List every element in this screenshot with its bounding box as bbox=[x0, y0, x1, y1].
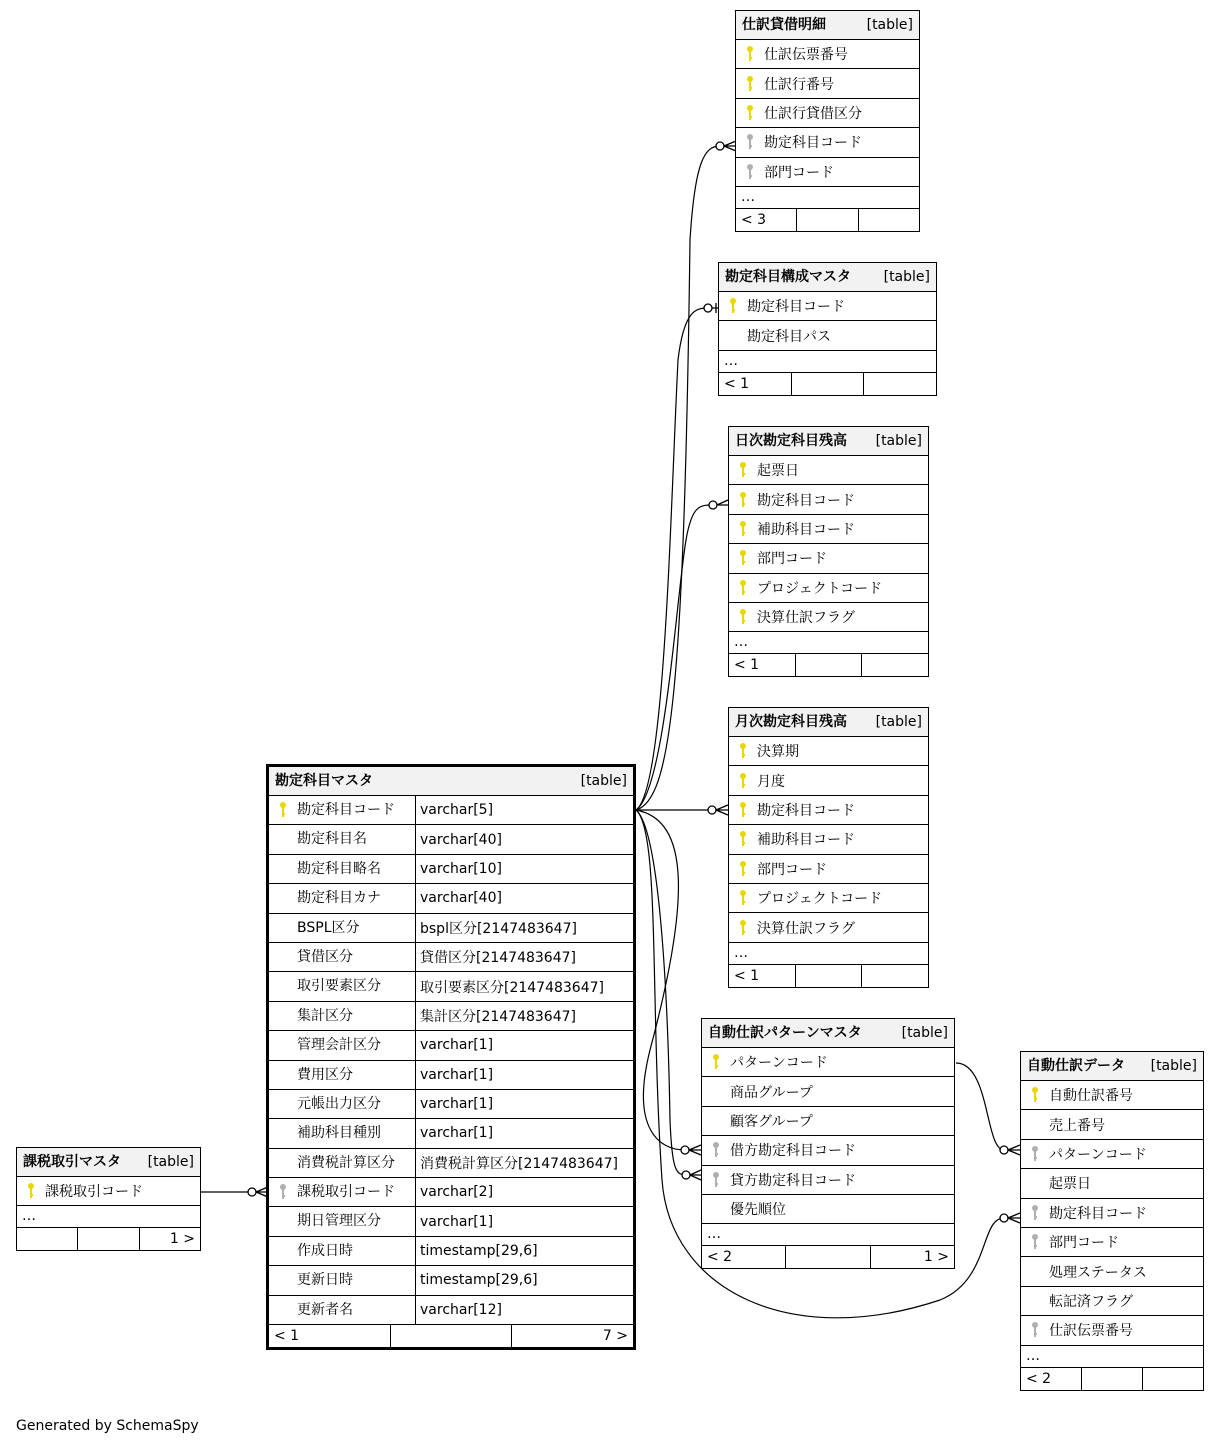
column-type: 貸借区分[2147483647] bbox=[420, 950, 576, 967]
primary-key-icon bbox=[733, 491, 753, 509]
table-footer bbox=[729, 654, 928, 676]
column-name: 勘定科目略名 bbox=[293, 855, 416, 883]
column-row[interactable] bbox=[736, 99, 919, 128]
table-header[interactable] bbox=[719, 263, 936, 292]
column-name: 勘定科目名 bbox=[293, 825, 416, 853]
column-row[interactable] bbox=[1021, 1316, 1203, 1345]
row-count bbox=[796, 965, 863, 987]
table-header[interactable] bbox=[729, 708, 928, 737]
foreign-key-icon bbox=[740, 163, 760, 181]
table-footer bbox=[1021, 1368, 1203, 1390]
relationship-line bbox=[636, 308, 708, 810]
column-type: 消費税計算区分[2147483647] bbox=[420, 1155, 618, 1172]
column-name: 消費税計算区分 bbox=[293, 1149, 416, 1177]
column-name: 決算仕訳フラグ bbox=[757, 610, 855, 627]
relationship-line bbox=[636, 146, 720, 810]
column-row[interactable] bbox=[269, 1207, 633, 1236]
column-name: 仕訳行番号 bbox=[764, 76, 834, 93]
column-row[interactable] bbox=[729, 485, 928, 514]
column-type: varchar[40] bbox=[420, 831, 502, 848]
table-kanjo-kamoku-kousei-master[interactable] bbox=[718, 262, 937, 396]
column-name: 補助科目コード bbox=[757, 521, 855, 538]
column-name: 元帳出力区分 bbox=[293, 1090, 416, 1118]
foreign-key-icon bbox=[1025, 1204, 1045, 1222]
child-count bbox=[859, 209, 919, 231]
table-type-label: [table] bbox=[580, 773, 627, 789]
primary-key-icon bbox=[21, 1182, 41, 1200]
column-name: 勘定科目コード bbox=[757, 492, 855, 509]
column-row[interactable] bbox=[269, 1266, 633, 1295]
column-row[interactable] bbox=[729, 574, 928, 603]
column-name: 転記済フラグ bbox=[1049, 1293, 1133, 1310]
child-count bbox=[862, 965, 928, 987]
child-count: 1 > bbox=[169, 1231, 195, 1248]
table-type-label: [table] bbox=[883, 269, 930, 285]
column-row[interactable] bbox=[269, 914, 633, 943]
foreign-key-icon bbox=[740, 133, 760, 151]
column-row[interactable] bbox=[719, 292, 936, 321]
column-row[interactable] bbox=[269, 855, 633, 884]
column-row[interactable] bbox=[729, 825, 928, 854]
table-nichiji-kanjo-zandaka[interactable] bbox=[728, 426, 929, 677]
row-count bbox=[786, 1246, 870, 1268]
parent-count: < 3 bbox=[736, 209, 797, 231]
primary-key-icon bbox=[733, 919, 753, 937]
column-name: 起票日 bbox=[757, 463, 799, 480]
column-row[interactable] bbox=[1021, 1081, 1203, 1110]
row-count bbox=[1082, 1368, 1143, 1390]
column-name: 更新日時 bbox=[293, 1266, 416, 1294]
table-type-label: [table] bbox=[875, 433, 922, 449]
foreign-key-icon bbox=[706, 1171, 726, 1189]
column-name: 勘定科目パス bbox=[747, 328, 831, 345]
table-footer bbox=[702, 1246, 954, 1268]
column-row[interactable] bbox=[269, 1149, 633, 1178]
column-row[interactable] bbox=[269, 1031, 633, 1060]
table-jido-shiwake-pattern-master[interactable] bbox=[701, 1018, 955, 1269]
primary-key-icon bbox=[733, 520, 753, 538]
table-name: 日次勘定科目残高 bbox=[735, 433, 847, 449]
column-row[interactable] bbox=[269, 1061, 633, 1090]
column-row[interactable] bbox=[729, 737, 928, 766]
column-row[interactable] bbox=[729, 855, 928, 884]
column-row[interactable] bbox=[729, 603, 928, 632]
parent-count: < 1 bbox=[729, 654, 796, 676]
column-row[interactable] bbox=[702, 1048, 954, 1077]
primary-key-icon bbox=[733, 889, 753, 907]
table-header[interactable] bbox=[17, 1148, 200, 1177]
column-row[interactable] bbox=[729, 515, 928, 544]
relationship-line bbox=[636, 810, 685, 1150]
column-type: 取引要素区分[2147483647] bbox=[420, 979, 604, 996]
column-type: varchar[1] bbox=[420, 1213, 494, 1230]
column-name: 処理ステータス bbox=[1049, 1264, 1147, 1281]
table-footer bbox=[736, 209, 919, 231]
row-count bbox=[796, 654, 863, 676]
column-name: 仕訳行貸借区分 bbox=[764, 105, 862, 122]
foreign-key-icon bbox=[273, 1183, 293, 1201]
column-row[interactable] bbox=[269, 1090, 633, 1119]
row-count bbox=[391, 1325, 513, 1347]
table-name: 勘定科目マスタ bbox=[275, 773, 373, 789]
table-header[interactable] bbox=[736, 11, 919, 40]
column-row[interactable] bbox=[17, 1177, 200, 1206]
column-row[interactable] bbox=[729, 796, 928, 825]
child-count bbox=[862, 654, 928, 676]
table-footer bbox=[269, 1325, 633, 1347]
column-row[interactable] bbox=[736, 158, 919, 187]
column-row[interactable] bbox=[719, 321, 936, 350]
column-name: 部門コード bbox=[757, 551, 827, 568]
primary-key-icon bbox=[733, 461, 753, 479]
column-row[interactable] bbox=[1021, 1257, 1203, 1286]
column-row[interactable] bbox=[1021, 1228, 1203, 1257]
table-type-label: [table] bbox=[875, 714, 922, 730]
primary-key-icon bbox=[733, 801, 753, 819]
primary-key-icon bbox=[733, 579, 753, 597]
column-row[interactable] bbox=[729, 913, 928, 942]
column-name: プロジェクトコード bbox=[757, 891, 883, 908]
primary-key-icon bbox=[740, 45, 760, 63]
column-name: 起票日 bbox=[1049, 1176, 1091, 1193]
column-name: 更新者名 bbox=[293, 1296, 416, 1324]
column-name: 優先順位 bbox=[730, 1202, 786, 1219]
column-type: varchar[2] bbox=[420, 1184, 494, 1201]
column-type: 集計区分[2147483647] bbox=[420, 1008, 576, 1025]
child-count bbox=[1143, 1368, 1203, 1390]
table-name: 月次勘定科目残高 bbox=[735, 714, 847, 730]
column-name: 借方勘定科目コード bbox=[730, 1143, 856, 1160]
relationship-line bbox=[956, 1063, 1004, 1150]
column-name: 貸借区分 bbox=[293, 943, 416, 971]
column-row[interactable] bbox=[269, 1296, 633, 1325]
table-name: 仕訳貸借明細 bbox=[742, 17, 826, 33]
column-name: 補助科目種別 bbox=[293, 1119, 416, 1147]
column-row[interactable] bbox=[1021, 1169, 1203, 1198]
column-name: 費用区分 bbox=[293, 1061, 416, 1089]
generated-by-caption: Generated by SchemaSpy bbox=[16, 1418, 199, 1434]
parent-count bbox=[17, 1228, 78, 1250]
column-row[interactable] bbox=[269, 1237, 633, 1266]
column-name: 勘定科目コード bbox=[757, 802, 855, 819]
column-name: BSPL区分 bbox=[293, 914, 416, 942]
column-name: 決算仕訳フラグ bbox=[757, 920, 855, 937]
foreign-key-icon bbox=[1025, 1233, 1045, 1251]
column-name: 部門コード bbox=[764, 164, 834, 181]
parent-count: < 1 bbox=[269, 1325, 391, 1347]
column-row[interactable] bbox=[702, 1107, 954, 1136]
column-row[interactable] bbox=[269, 825, 633, 854]
column-name: 集計区分 bbox=[293, 1002, 416, 1030]
table-type-label: [table] bbox=[901, 1025, 948, 1041]
column-name: 自動仕訳番号 bbox=[1049, 1088, 1133, 1105]
table-footer bbox=[729, 965, 928, 987]
relationship-line bbox=[636, 810, 686, 1175]
column-row[interactable] bbox=[736, 69, 919, 98]
foreign-key-icon bbox=[1025, 1145, 1045, 1163]
more-columns-ellipsis[interactable]: … bbox=[729, 632, 928, 654]
parent-count: < 2 bbox=[702, 1246, 786, 1268]
column-row[interactable] bbox=[269, 884, 633, 913]
table-shiwake-kashikari-meisai[interactable] bbox=[735, 10, 920, 232]
column-row[interactable] bbox=[729, 544, 928, 573]
primary-key-icon bbox=[733, 742, 753, 760]
column-type: varchar[1] bbox=[420, 1037, 494, 1054]
primary-key-icon bbox=[723, 297, 743, 315]
column-name: 顧客グループ bbox=[730, 1113, 813, 1130]
column-row[interactable] bbox=[702, 1077, 954, 1106]
column-row[interactable] bbox=[269, 796, 633, 825]
column-row[interactable] bbox=[1021, 1287, 1203, 1316]
column-type: varchar[1] bbox=[420, 1096, 494, 1113]
column-type: bspl区分[2147483647] bbox=[420, 920, 577, 937]
column-name: 勘定科目コード bbox=[747, 299, 845, 316]
column-row[interactable] bbox=[736, 40, 919, 69]
column-name: 期日管理区分 bbox=[293, 1207, 416, 1235]
column-row[interactable] bbox=[269, 1002, 633, 1031]
parent-count: < 2 bbox=[1021, 1368, 1082, 1390]
primary-key-icon bbox=[733, 772, 753, 790]
primary-key-icon bbox=[733, 549, 753, 567]
more-columns-ellipsis[interactable]: … bbox=[719, 351, 936, 373]
row-count bbox=[797, 209, 858, 231]
row-count bbox=[78, 1228, 139, 1250]
column-type: timestamp[29,6] bbox=[420, 1272, 538, 1289]
table-type-label: [table] bbox=[866, 17, 913, 33]
primary-key-icon bbox=[273, 801, 293, 819]
column-row[interactable] bbox=[1021, 1140, 1203, 1169]
column-name: 補助科目コード bbox=[757, 832, 855, 849]
column-row[interactable] bbox=[1021, 1110, 1203, 1139]
column-row[interactable] bbox=[702, 1166, 954, 1195]
relationship-line bbox=[636, 505, 713, 810]
more-columns-ellipsis[interactable]: … bbox=[17, 1206, 200, 1228]
column-name: 勘定科目コード bbox=[1049, 1205, 1147, 1222]
row-count bbox=[792, 373, 865, 395]
parent-count: < 1 bbox=[729, 965, 796, 987]
column-type: varchar[10] bbox=[420, 860, 502, 877]
table-getsuji-kanjo-zandaka[interactable] bbox=[728, 707, 929, 988]
table-footer bbox=[719, 373, 936, 395]
column-type: varchar[1] bbox=[420, 1125, 494, 1142]
child-count: 1 > bbox=[923, 1249, 949, 1266]
more-columns-ellipsis[interactable]: … bbox=[736, 187, 919, 209]
column-name: 月度 bbox=[757, 773, 785, 790]
column-name: 課税取引コード bbox=[293, 1178, 416, 1206]
column-name: 部門コード bbox=[1049, 1235, 1119, 1252]
column-type: varchar[1] bbox=[420, 1066, 494, 1083]
table-header[interactable] bbox=[729, 427, 928, 456]
column-type: varchar[40] bbox=[420, 890, 502, 907]
column-name: 管理会計区分 bbox=[293, 1031, 416, 1059]
primary-key-icon bbox=[740, 104, 760, 122]
table-kazei-torihiki-master[interactable] bbox=[16, 1147, 201, 1251]
column-name: プロジェクトコード bbox=[757, 580, 883, 597]
column-row[interactable] bbox=[736, 128, 919, 157]
column-name: 仕訳伝票番号 bbox=[1049, 1323, 1133, 1340]
more-columns-ellipsis[interactable]: … bbox=[1021, 1346, 1203, 1368]
column-row[interactable] bbox=[702, 1136, 954, 1165]
column-row[interactable] bbox=[269, 972, 633, 1001]
foreign-key-icon bbox=[1025, 1321, 1045, 1339]
column-name: パターンコード bbox=[730, 1055, 828, 1072]
parent-count: < 1 bbox=[719, 373, 792, 395]
table-type-label: [table] bbox=[1150, 1058, 1197, 1074]
column-name: 貸方勘定科目コード bbox=[730, 1172, 856, 1189]
primary-key-icon bbox=[733, 860, 753, 878]
table-name: 自動仕訳パターンマスタ bbox=[708, 1025, 862, 1041]
table-name: 勘定科目構成マスタ bbox=[725, 269, 851, 285]
column-row[interactable] bbox=[1021, 1199, 1203, 1228]
column-name: 商品グループ bbox=[730, 1084, 813, 1101]
table-header[interactable] bbox=[1021, 1052, 1203, 1081]
column-name: 部門コード bbox=[757, 861, 827, 878]
more-columns-ellipsis[interactable]: … bbox=[729, 943, 928, 965]
column-row[interactable] bbox=[729, 766, 928, 795]
foreign-key-icon bbox=[706, 1141, 726, 1159]
column-name: 作成日時 bbox=[293, 1237, 416, 1265]
table-header[interactable] bbox=[269, 767, 633, 796]
table-name: 課税取引マスタ bbox=[23, 1154, 121, 1170]
column-row[interactable] bbox=[729, 456, 928, 485]
column-name: 勘定科目コード bbox=[764, 135, 862, 152]
column-type: timestamp[29,6] bbox=[420, 1243, 538, 1260]
primary-key-icon bbox=[740, 75, 760, 93]
column-name: 決算期 bbox=[757, 744, 799, 761]
column-row[interactable] bbox=[269, 1178, 633, 1207]
more-columns-ellipsis[interactable]: … bbox=[702, 1224, 954, 1246]
table-kanjo-kamoku-master[interactable] bbox=[266, 764, 636, 1350]
table-footer bbox=[17, 1228, 200, 1250]
column-name: 売上番号 bbox=[1049, 1117, 1105, 1134]
column-name: 取引要素区分 bbox=[293, 972, 416, 1000]
column-type: varchar[5] bbox=[420, 802, 494, 819]
column-row[interactable] bbox=[702, 1195, 954, 1224]
primary-key-icon bbox=[733, 608, 753, 626]
column-row[interactable] bbox=[269, 1119, 633, 1148]
child-count bbox=[864, 373, 936, 395]
column-row[interactable] bbox=[269, 943, 633, 972]
table-type-label: [table] bbox=[147, 1154, 194, 1170]
primary-key-icon bbox=[706, 1053, 726, 1071]
column-name: 課税取引コード bbox=[45, 1184, 143, 1201]
table-jido-shiwake-data[interactable] bbox=[1020, 1051, 1204, 1391]
column-name: 仕訳伝票番号 bbox=[764, 47, 848, 64]
column-name: 勘定科目カナ bbox=[293, 884, 416, 912]
column-row[interactable] bbox=[729, 884, 928, 913]
table-name: 自動仕訳データ bbox=[1027, 1058, 1125, 1074]
primary-key-icon bbox=[1025, 1086, 1045, 1104]
column-name: 勘定科目コード bbox=[293, 796, 416, 824]
column-name: パターンコード bbox=[1049, 1146, 1147, 1163]
primary-key-icon bbox=[733, 830, 753, 848]
child-count: 7 > bbox=[602, 1328, 629, 1345]
column-type: varchar[12] bbox=[420, 1301, 502, 1318]
table-header[interactable] bbox=[702, 1019, 954, 1048]
